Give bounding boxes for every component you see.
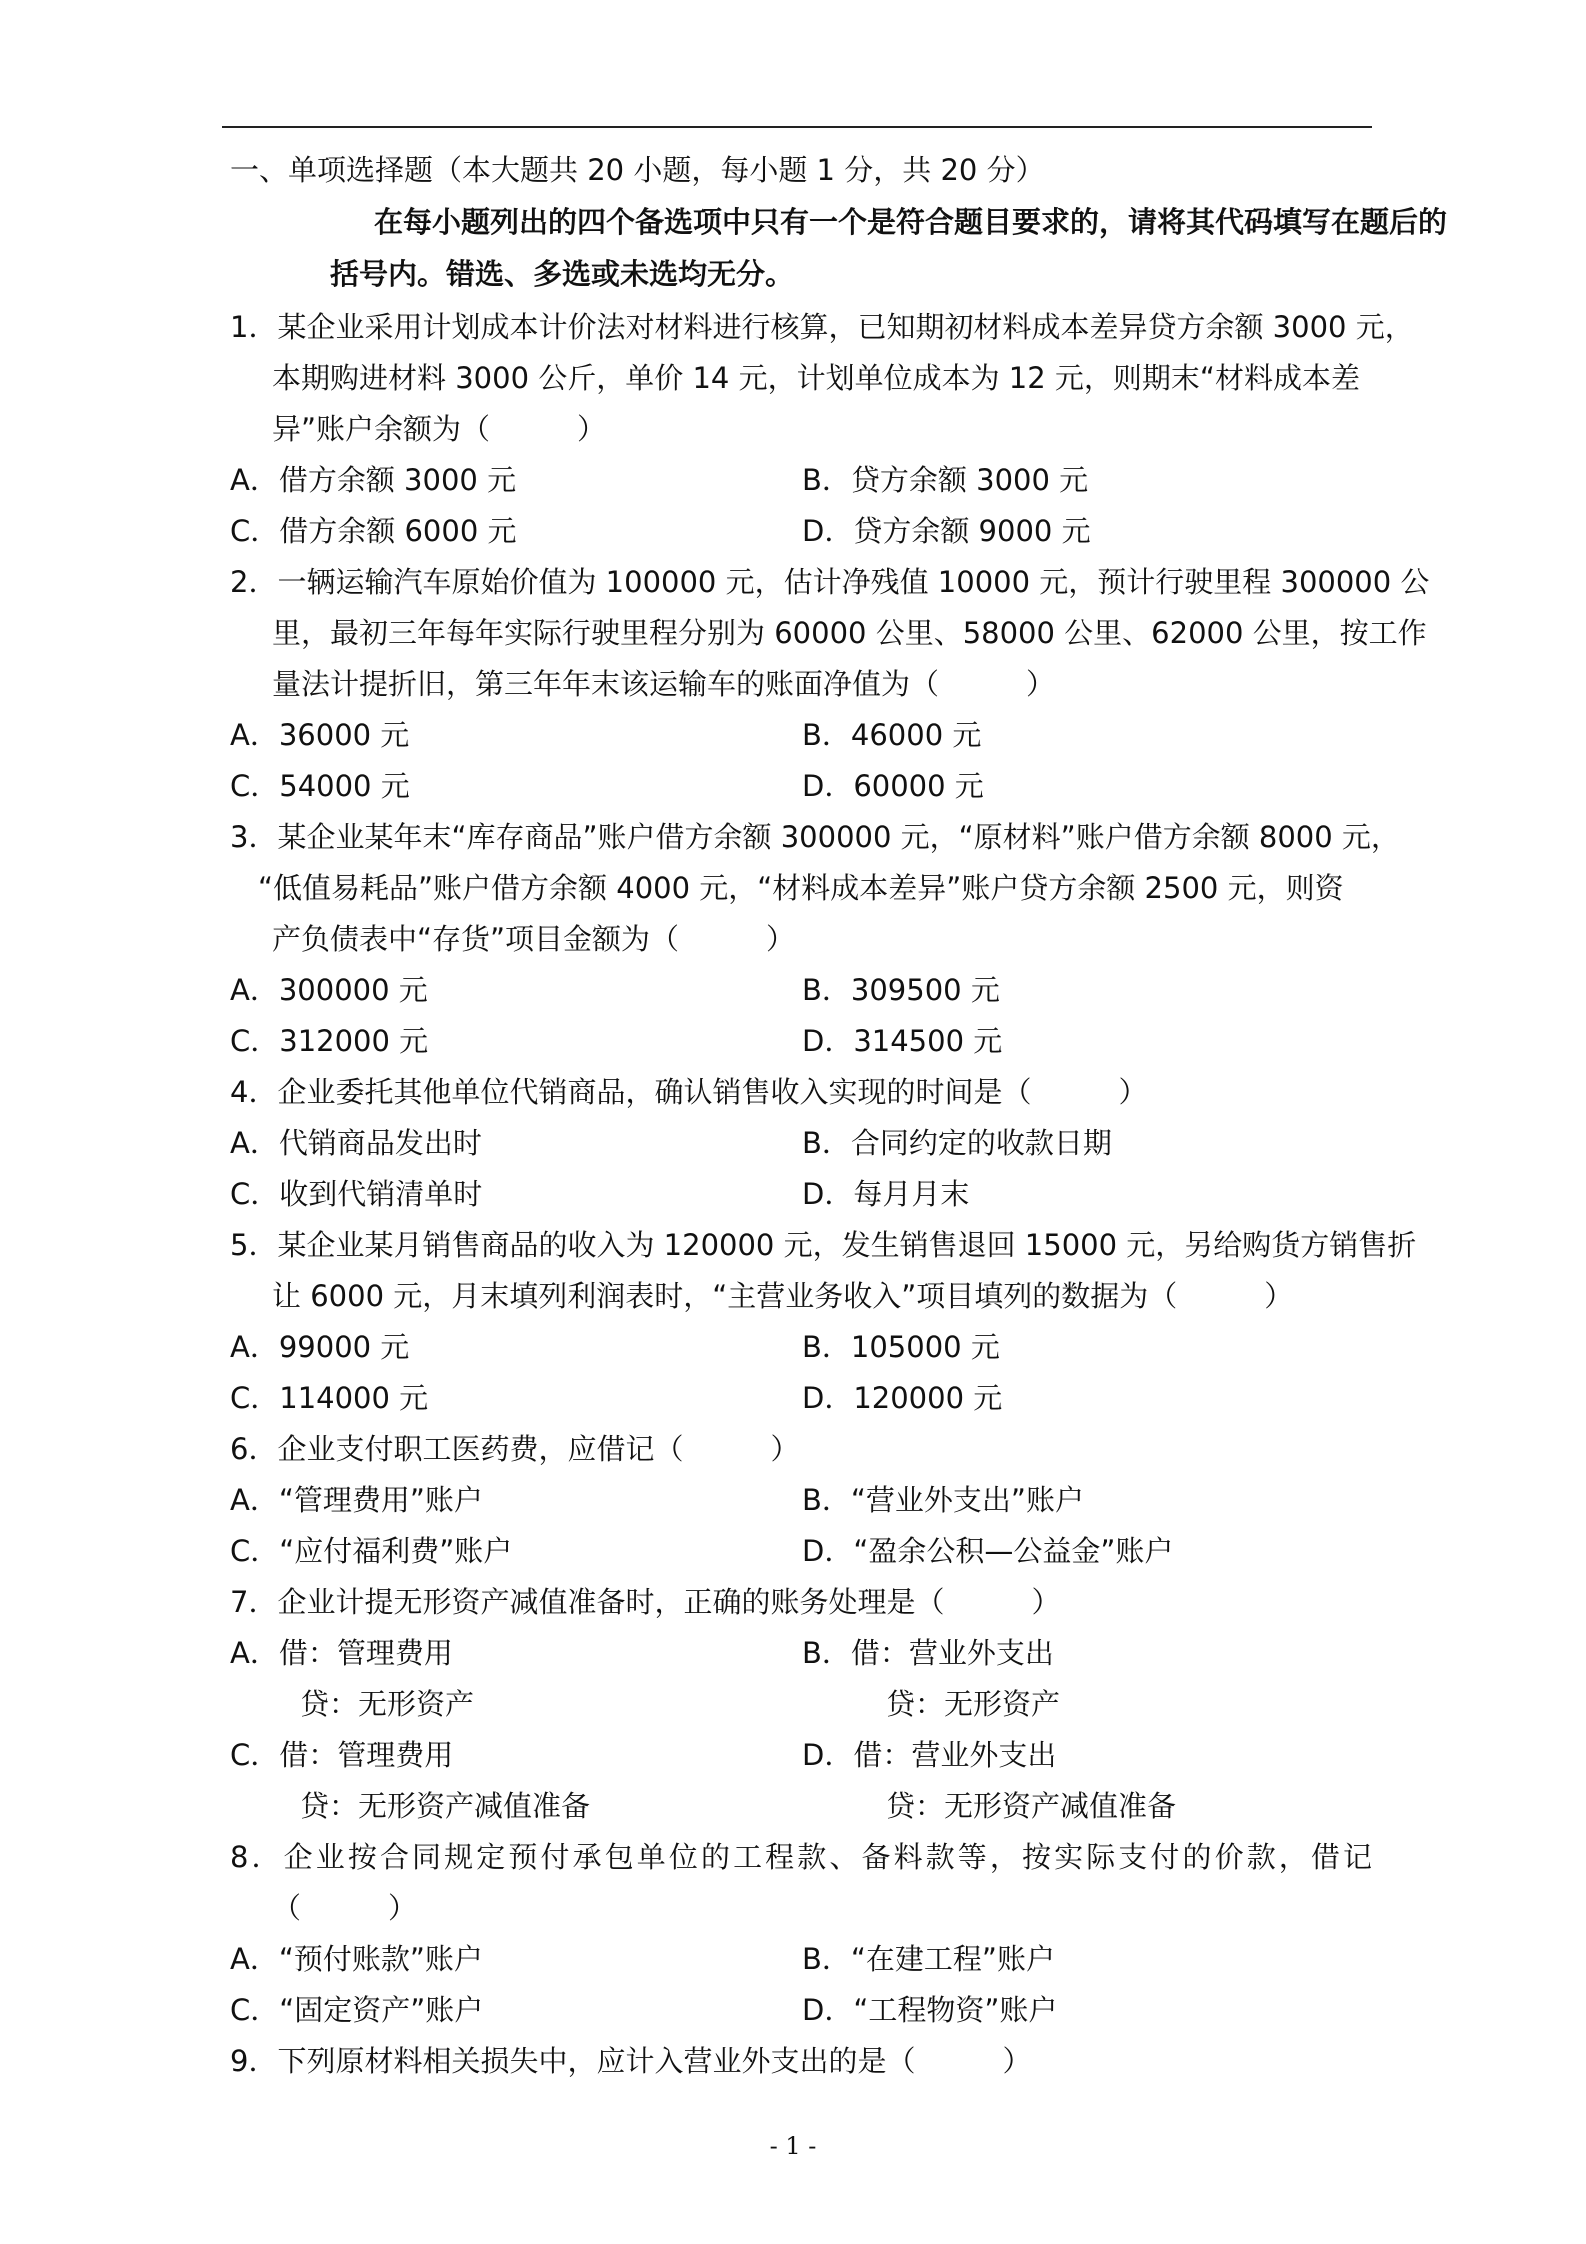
question-1-option-b: B．贷方余额 3000 元: [802, 463, 1089, 497]
question-5-option-c: C．114000 元: [230, 1381, 429, 1415]
question-5-option-a: A．99000 元: [230, 1330, 410, 1364]
question-8-option-a: A．“预付账款”账户: [230, 1942, 483, 1976]
question-7-option-b: B．借：营业外支出: [802, 1636, 1054, 1670]
question-7-option-c: C．借：管理费用: [230, 1738, 454, 1772]
question-2-line-2: 里，最初三年每年实际行驶里程分别为 60000 公里、58000 公里、62000 公里，按工作: [272, 616, 1427, 650]
question-7-option-d-credit: 贷：无形资产减值准备: [886, 1789, 1177, 1823]
question-8-line-1: 8．企业按合同规定预付承包单位的工程款、备料款等，按实际支付的价款，借记: [230, 1840, 1372, 1874]
question-1-option-d: D．贷方余额 9000 元: [802, 514, 1091, 548]
question-7-option-a: A．借：管理费用: [230, 1636, 453, 1670]
question-4-option-a: A．代销商品发出时: [230, 1126, 482, 1160]
question-6-option-a: A．“管理费用”账户: [230, 1483, 483, 1517]
question-7-option-b-credit: 贷：无形资产: [886, 1687, 1061, 1721]
question-2-option-c: C．54000 元: [230, 769, 410, 803]
question-2-line-1: 2．一辆运输汽车原始价值为 100000 元，估计净残值 10000 元，预计行驶里程 300000 公: [230, 565, 1430, 599]
page-number: - 1 -: [769, 2132, 817, 2160]
question-2-option-b: B．46000 元: [802, 718, 982, 752]
question-8-option-d: D．“工程物资”账户: [802, 1993, 1058, 2027]
question-6-option-c: C．“应付福利费”账户: [230, 1534, 513, 1568]
question-6-line-1: 6．企业支付职工医药费，应借记（ ）: [230, 1432, 800, 1466]
instruction-line-2: 括号内。错选、多选或未选均无分。: [330, 257, 795, 291]
question-1-line-1: 1．某企业采用计划成本计价法对材料进行核算，已知期初材料成本差异贷方余额 3000 元，: [230, 310, 1414, 344]
question-7-option-d: D．借：营业外支出: [802, 1738, 1057, 1772]
question-5-option-d: D．120000 元: [802, 1381, 1003, 1415]
question-8-option-c: C．“固定资产”账户: [230, 1993, 484, 2027]
question-7-line-1: 7．企业计提无形资产减值准备时，正确的账务处理是（ ）: [230, 1585, 1061, 1619]
question-1-option-c: C．借方余额 6000 元: [230, 514, 517, 548]
question-4-option-c: C．收到代销清单时: [230, 1177, 483, 1211]
question-5-line-1: 5．某企业某月销售商品的收入为 120000 元，发生销售退回 15000 元，另给购货方销售折: [230, 1228, 1417, 1262]
question-3-option-d: D．314500 元: [802, 1024, 1003, 1058]
question-7-option-a-credit: 贷：无形资产: [300, 1687, 475, 1721]
question-2-option-a: A．36000 元: [230, 718, 410, 752]
question-3-option-c: C．312000 元: [230, 1024, 429, 1058]
question-4-option-d: D．每月月末: [802, 1177, 970, 1211]
question-3-option-a: A．300000 元: [230, 973, 428, 1007]
question-5-line-2: 让 6000 元，月末填列利润表时，“主营业务收入”项目填列的数据为（ ）: [272, 1279, 1294, 1313]
question-3-option-b: B．309500 元: [802, 973, 1000, 1007]
question-3-line-3: 产负债表中“存货”项目金额为（ ）: [272, 922, 796, 956]
question-9-line-1: 9．下列原材料相关损失中，应计入营业外支出的是（ ）: [230, 2044, 1032, 2078]
question-6-option-d: D．“盈余公积—公益金”账户: [802, 1534, 1174, 1568]
question-4-option-b: B．合同约定的收款日期: [802, 1126, 1112, 1160]
question-8-option-b: B．“在建工程”账户: [802, 1942, 1055, 1976]
question-5-option-b: B．105000 元: [802, 1330, 1000, 1364]
question-1-line-3: 异”账户余额为（ ）: [272, 412, 607, 446]
question-1-option-a: A．借方余额 3000 元: [230, 463, 517, 497]
question-3-line-1: 3．某企业某年末“库存商品”账户借方余额 300000 元，“原材料”账户借方余额 8000 元，: [230, 820, 1400, 854]
instruction-line-1: 在每小题列出的四个备选项中只有一个是符合题目要求的，请将其代码填写在题后的: [374, 205, 1448, 239]
question-8-line-2: （ ）: [272, 1891, 418, 1925]
question-4-line-1: 4．企业委托其他单位代销商品，确认销售收入实现的时间是（ ）: [230, 1075, 1148, 1109]
question-6-option-b: B．“营业外支出”账户: [802, 1483, 1084, 1517]
question-1-line-2: 本期购进材料 3000 公斤，单价 14 元，计划单位成本为 12 元，则期末“材料成本差: [272, 361, 1360, 395]
question-7-option-c-credit: 贷：无形资产减值准备: [300, 1789, 591, 1823]
section-heading: 一、单项选择题（本大题共 20 小题，每小题 1 分，共 20 分）: [230, 153, 1045, 187]
header-rule: [222, 126, 1372, 128]
question-3-line-2: “低值易耗品”账户借方余额 4000 元，“材料成本差异”账户贷方余额 2500 元，则资: [258, 871, 1344, 905]
question-2-option-d: D．60000 元: [802, 769, 984, 803]
question-2-line-3: 量法计提折旧，第三年年末该运输车的账面净值为（ ）: [272, 667, 1056, 701]
